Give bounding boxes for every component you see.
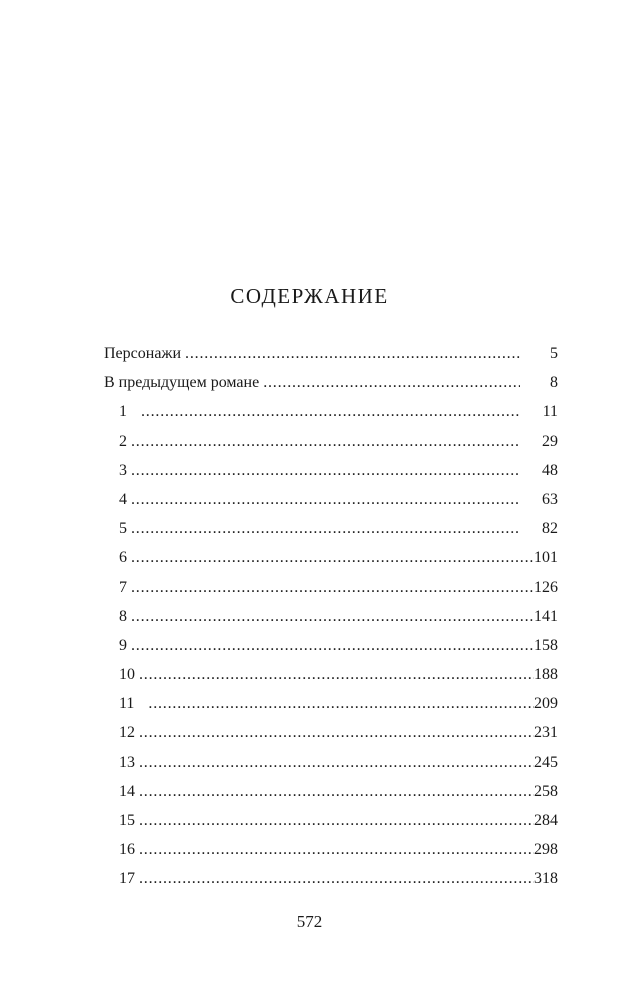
toc-entry-chapter-4 (104, 485, 558, 514)
toc-entry-page: 298 (534, 841, 558, 859)
toc-entry-page: 245 (534, 753, 558, 771)
toc-entry-page: 141 (534, 607, 558, 625)
toc-entry-chapter-16 (104, 835, 558, 864)
toc-entry-page: 101 (534, 549, 558, 567)
toc-entry-label: 10 (119, 666, 135, 684)
toc-entry-page: 5 (550, 345, 558, 362)
toc-entry-label: 9 (119, 636, 127, 654)
dot-leader (131, 514, 520, 543)
toc-entry-page: 231 (534, 724, 558, 742)
toc-entry-previous-novel (104, 368, 558, 397)
toc-entry-chapter-13 (104, 748, 558, 777)
toc-entry-label: В предыдущем романе (104, 374, 260, 392)
toc-entry-chapter-5 (104, 514, 558, 543)
toc-entry-page: 158 (534, 636, 558, 654)
dot-leader (131, 543, 534, 572)
toc-entry-label: 2 (119, 432, 127, 450)
toc-entry-page: 11 (542, 403, 558, 421)
dot-leader (131, 485, 520, 514)
dot-leader (263, 368, 520, 397)
toc-entry-label: 12 (119, 724, 135, 742)
toc-entry-page: 126 (534, 578, 558, 596)
toc-entry-page: 209 (534, 695, 558, 713)
table-of-contents (104, 339, 558, 894)
toc-entry-characters (104, 339, 558, 368)
toc-entry-label: 15 (119, 812, 135, 829)
toc-entry-chapter-12 (104, 718, 558, 747)
dot-leader (139, 864, 534, 893)
toc-entry-chapter-8 (104, 602, 558, 631)
page-number: 572 (296, 912, 323, 931)
toc-entry-label: 4 (119, 490, 127, 508)
toc-entry-chapter-15 (104, 806, 558, 835)
toc-entry-page: 29 (542, 432, 558, 450)
dot-leader (131, 602, 534, 631)
toc-entry-label: 17 (119, 870, 135, 888)
toc-entry-page: 284 (534, 812, 558, 829)
toc-entry-chapter-17 (104, 864, 558, 893)
toc-entry-chapter-14 (104, 777, 558, 806)
toc-entry-chapter-7 (104, 573, 558, 602)
toc-entry-label: 16 (119, 841, 135, 859)
dot-leader (139, 835, 534, 864)
dot-leader (139, 660, 534, 689)
dot-leader (148, 689, 534, 718)
dot-leader (141, 397, 520, 426)
toc-entry-label: 13 (119, 753, 135, 771)
toc-entry-page: 318 (534, 870, 558, 888)
dot-leader (131, 573, 534, 602)
dot-leader (139, 777, 534, 806)
dot-leader (185, 339, 520, 368)
toc-entry-label: Персонажи (104, 345, 182, 362)
toc-entry-label: 6 (119, 549, 127, 567)
toc-entry-chapter-10 (104, 660, 558, 689)
toc-entry-page: 8 (550, 374, 558, 392)
toc-entry-chapter-3 (104, 456, 558, 485)
toc-entry-chapter-9 (104, 631, 558, 660)
toc-entry-label: 1 (119, 403, 127, 421)
toc-entry-page: 63 (542, 490, 558, 508)
toc-entry-page: 258 (534, 782, 558, 800)
toc-entry-page: 48 (542, 461, 558, 479)
toc-entry-label: 14 (119, 782, 135, 800)
dot-leader (131, 631, 534, 660)
toc-entry-chapter-2 (104, 427, 558, 456)
toc-entry-chapter-11 (104, 689, 558, 718)
toc-entry-label: 7 (119, 578, 127, 596)
toc-entry-page: 82 (542, 520, 558, 538)
dot-leader (131, 456, 520, 485)
toc-entry-chapter-1 (104, 397, 558, 426)
toc-entry-label: 8 (119, 607, 127, 625)
dot-leader (139, 718, 534, 747)
dot-leader (139, 806, 534, 835)
toc-entry-label: 5 (119, 520, 127, 538)
toc-entry-label: 11 (119, 695, 135, 713)
page-title: СОДЕРЖАНИЕ (230, 284, 389, 308)
toc-entry-page: 188 (534, 666, 558, 684)
toc-entry-label: 3 (119, 461, 127, 479)
dot-leader (131, 427, 520, 456)
toc-entry-chapter-6 (104, 543, 558, 572)
dot-leader (139, 748, 534, 777)
